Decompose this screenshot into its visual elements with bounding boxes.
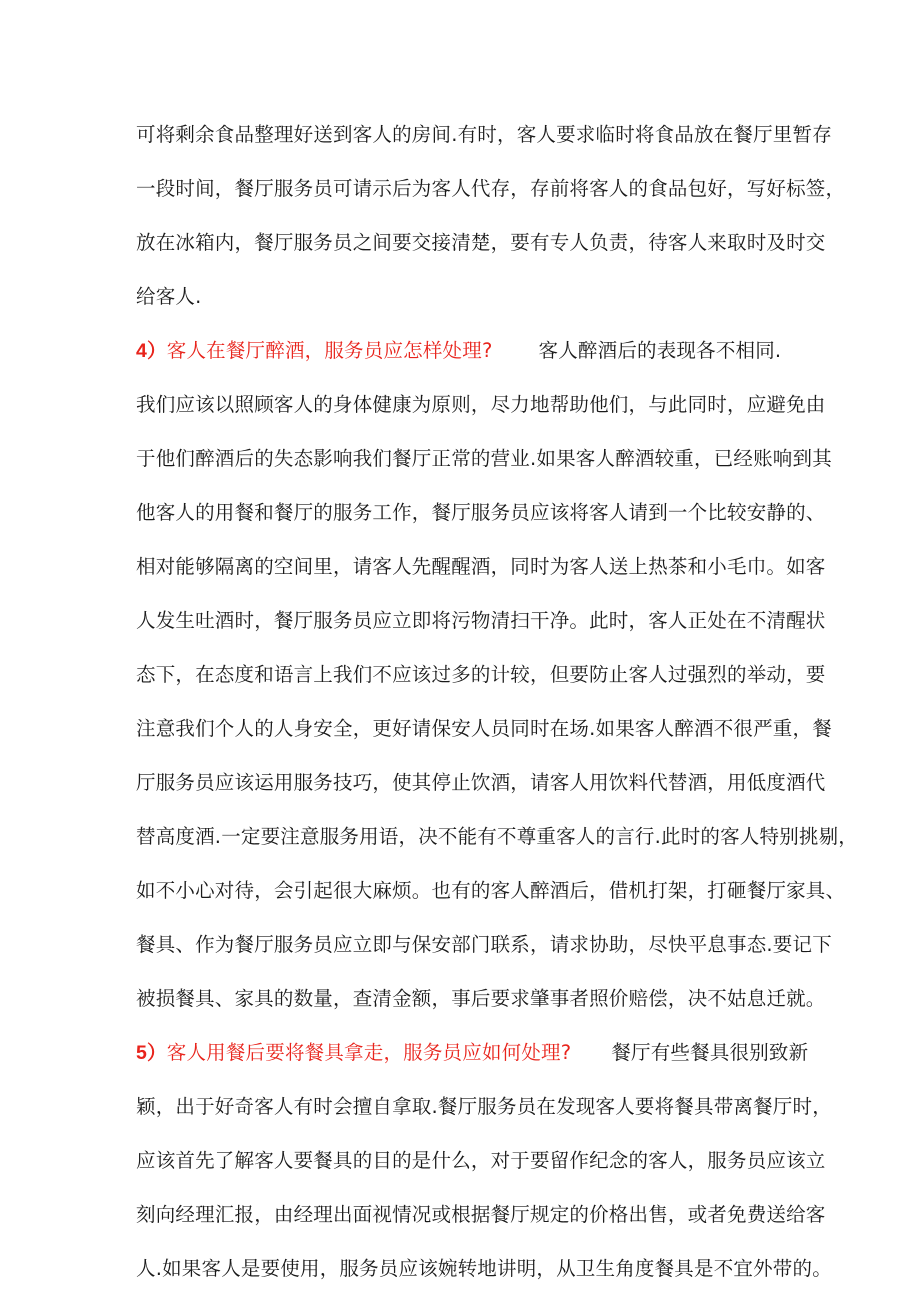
section-5-heading <box>136 1040 808 1066</box>
section-4-line: 厅服务员应该运用服务技巧，使其停止饮酒，请客人用饮料代替酒，用低度酒代 <box>136 771 826 794</box>
section-5-answer-start: 餐厅有些餐具很别致新 <box>611 1041 809 1064</box>
section-4-heading <box>136 338 781 364</box>
section-4-answer-start: 客人醉酒后的表现各不相同. <box>538 339 782 362</box>
intro-line: 一段时间，餐厅服务员可请示后为客人代存，存前将客人的食品包好，写好标签， <box>136 177 846 200</box>
section-4-line: 注意我们个人的人身安全，更好请保安人员同时在场.如果客人醉酒不很严重，餐 <box>136 717 832 740</box>
intro-line: 可将剩余食品整理好送到客人的房间.有时，客人要求临时将食品放在餐厅里暂存 <box>136 123 832 146</box>
section-5-line: 颖，出于好奇客人有时会擅自拿取.餐厅服务员在发现客人要将餐具带离餐厅时， <box>136 1095 832 1118</box>
section-4-line: 替高度酒.一定要注意服务用语，决不能有不尊重客人的言行.此时的客人特别挑剔， <box>136 825 858 848</box>
section-4-number: 4） <box>136 340 167 362</box>
intro-line: 放在冰箱内，餐厅服务员之间要交接清楚，要有专人负责，待客人来取时及时交 <box>136 231 826 254</box>
section-4-line: 我们应该以照顾客人的身体健康为原则，尽力地帮助他们，与此同时，应避免由 <box>136 393 826 416</box>
section-5-number: 5） <box>136 1042 167 1064</box>
section-4-line: 他客人的用餐和餐厅的服务工作，餐厅服务员应该将客人请到一个比较安静的、 <box>136 501 826 524</box>
section-4-line: 于他们醉酒后的失态影响我们餐厅正常的营业.如果客人醉酒较重，已经账响到其 <box>136 447 832 470</box>
section-5-line: 刻向经理汇报，由经理出面视情况或根据餐厅规定的价格出售，或者免费送给客 <box>136 1203 826 1226</box>
section-4-line: 相对能够隔离的空间里，请客人先醒醒酒，同时为客人送上热茶和小毛巾。如客 <box>136 555 826 578</box>
section-4-question: 客人在餐厅醉酒，服务员应怎样处理? <box>166 339 493 362</box>
section-5-question: 客人用餐后要将餐具拿走，服务员应如何处理? <box>166 1041 572 1064</box>
section-5-line: 应该首先了解客人要餐具的目的是什么，对于要留作纪念的客人，服务员应该立 <box>136 1149 826 1172</box>
section-4-line: 态下，在态度和语言上我们不应该过多的计较，但要防止客人过强烈的举动，要 <box>136 663 826 686</box>
section-5-line: 人.如果客人是要使用，服务员应该婉转地讲明，从卫生角度餐具是不宜外带的。 <box>136 1257 832 1280</box>
section-4-line: 如不小心对待，会引起很大麻烦。也有的客人醉酒后，借机打架，打砸餐厅家具、 <box>136 879 846 902</box>
section-4-line: 餐具、作为餐厅服务员应立即与保安部门联系，请求协助，尽快平息事态.要记下 <box>136 933 832 956</box>
section-4-line: 被损餐具、家具的数量，查清金额，事后要求肇事者照价赔偿，决不姑息迁就。 <box>136 987 826 1010</box>
intro-line: 给客人. <box>136 285 202 308</box>
section-4-line: 人发生吐酒时，餐厅服务员应立即将污物清扫干净。此时，客人正处在不清醒状 <box>136 609 826 632</box>
